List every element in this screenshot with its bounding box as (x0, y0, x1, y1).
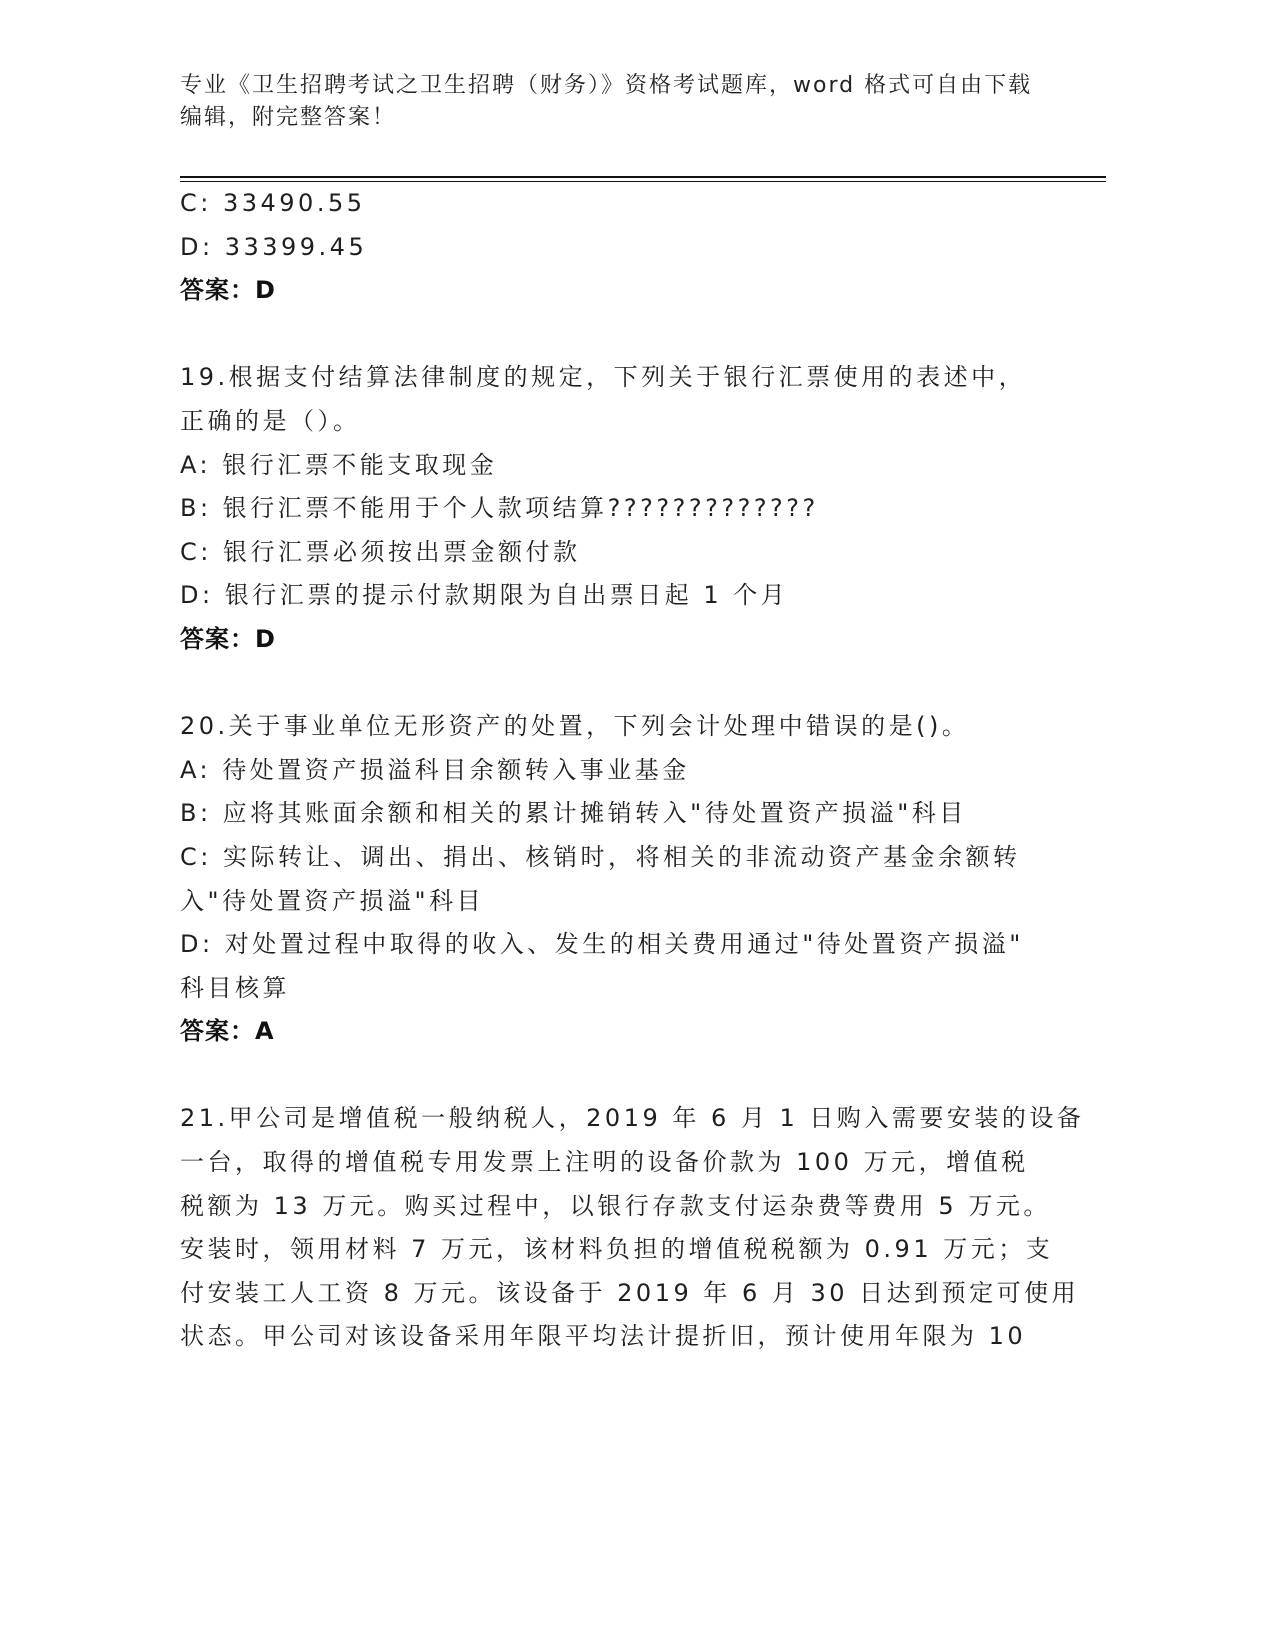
q20-option-c-line-1: C: 实际转让、调出、捐出、核销时，将相关的非流动资产基金余额转 (180, 842, 1021, 871)
prev-answer: 答案：D (180, 276, 276, 305)
header-line-1: 专业《卫生招聘考试之卫生招聘（财务）》资格考试题库，word 格式可自由下载 (180, 73, 1033, 98)
q21-stem-line-3: 税额为 13 万元。购买过程中，以银行存款支付运杂费等费用 5 万元。 (180, 1191, 1051, 1220)
q19-option-c: C: 银行汇票必须按出票金额付款 (180, 537, 581, 566)
q19-stem-line-1: 19.根据支付结算法律制度的规定，下列关于银行汇票使用的表述中， (180, 363, 1027, 392)
spacer (180, 662, 1040, 706)
spacer (180, 313, 1040, 357)
q19-answer: 答案：D (180, 624, 276, 653)
q20-option-b: B: 应将其账面余额和相关的累计摊销转入"待处置资产损溢"科目 (180, 799, 967, 828)
q19-stem-line-2: 正确的是（）。 (180, 406, 361, 435)
header-rule-thick (180, 176, 1106, 178)
q21-stem-line-6: 状态。甲公司对该设备采用年限平均法计提折旧，预计使用年限为 10 (180, 1322, 1027, 1351)
q20-option-c-line-2: 入"待处置资产损溢"科目 (180, 886, 485, 915)
q19-option-d: D: 银行汇票的提示付款期限为自出票日起 1 个月 (180, 581, 789, 610)
question-content (180, 182, 1085, 1359)
q21-stem-line-1: 21.甲公司是增值税一般纳税人，2019 年 6 月 1 日购入需要安装的设备 (180, 1104, 1085, 1133)
prev-option-c: C: 33490.55 (180, 189, 366, 217)
page-header (180, 70, 1080, 134)
q20-option-d-line-2: 科目核算 (180, 973, 290, 1002)
header-line-2: 编辑，附完整答案！ (180, 105, 397, 130)
spacer (180, 1054, 1040, 1098)
q21-stem-line-4: 安装时，领用材料 7 万元，该材料负担的增值税税额为 0.91 万元；支 (180, 1235, 1054, 1264)
q20-option-a: A: 待处置资产损溢科目余额转入事业基金 (180, 755, 690, 784)
q20-answer: 答案：A (180, 1017, 275, 1046)
q21-stem-line-5: 付安装工人工资 8 万元。该设备于 2019 年 6 月 30 日达到预定可使用 (180, 1278, 1080, 1307)
q20-option-d-line-1: D: 对处置过程中取得的收入、发生的相关费用通过"待处置资产损溢" (180, 930, 1024, 959)
q19-option-a: A: 银行汇票不能支取现金 (180, 450, 498, 479)
prev-option-d: D: 33399.45 (180, 232, 368, 261)
q21-stem-line-2: 一台，取得的增值税专用发票上注明的设备价款为 100 万元，增值税 (180, 1148, 1029, 1177)
q20-stem: 20.关于事业单位无形资产的处置，下列会计处理中错误的是()。 (180, 712, 970, 741)
q19-option-b: B: 银行汇票不能用于个人款项结算????????????? (180, 494, 819, 523)
